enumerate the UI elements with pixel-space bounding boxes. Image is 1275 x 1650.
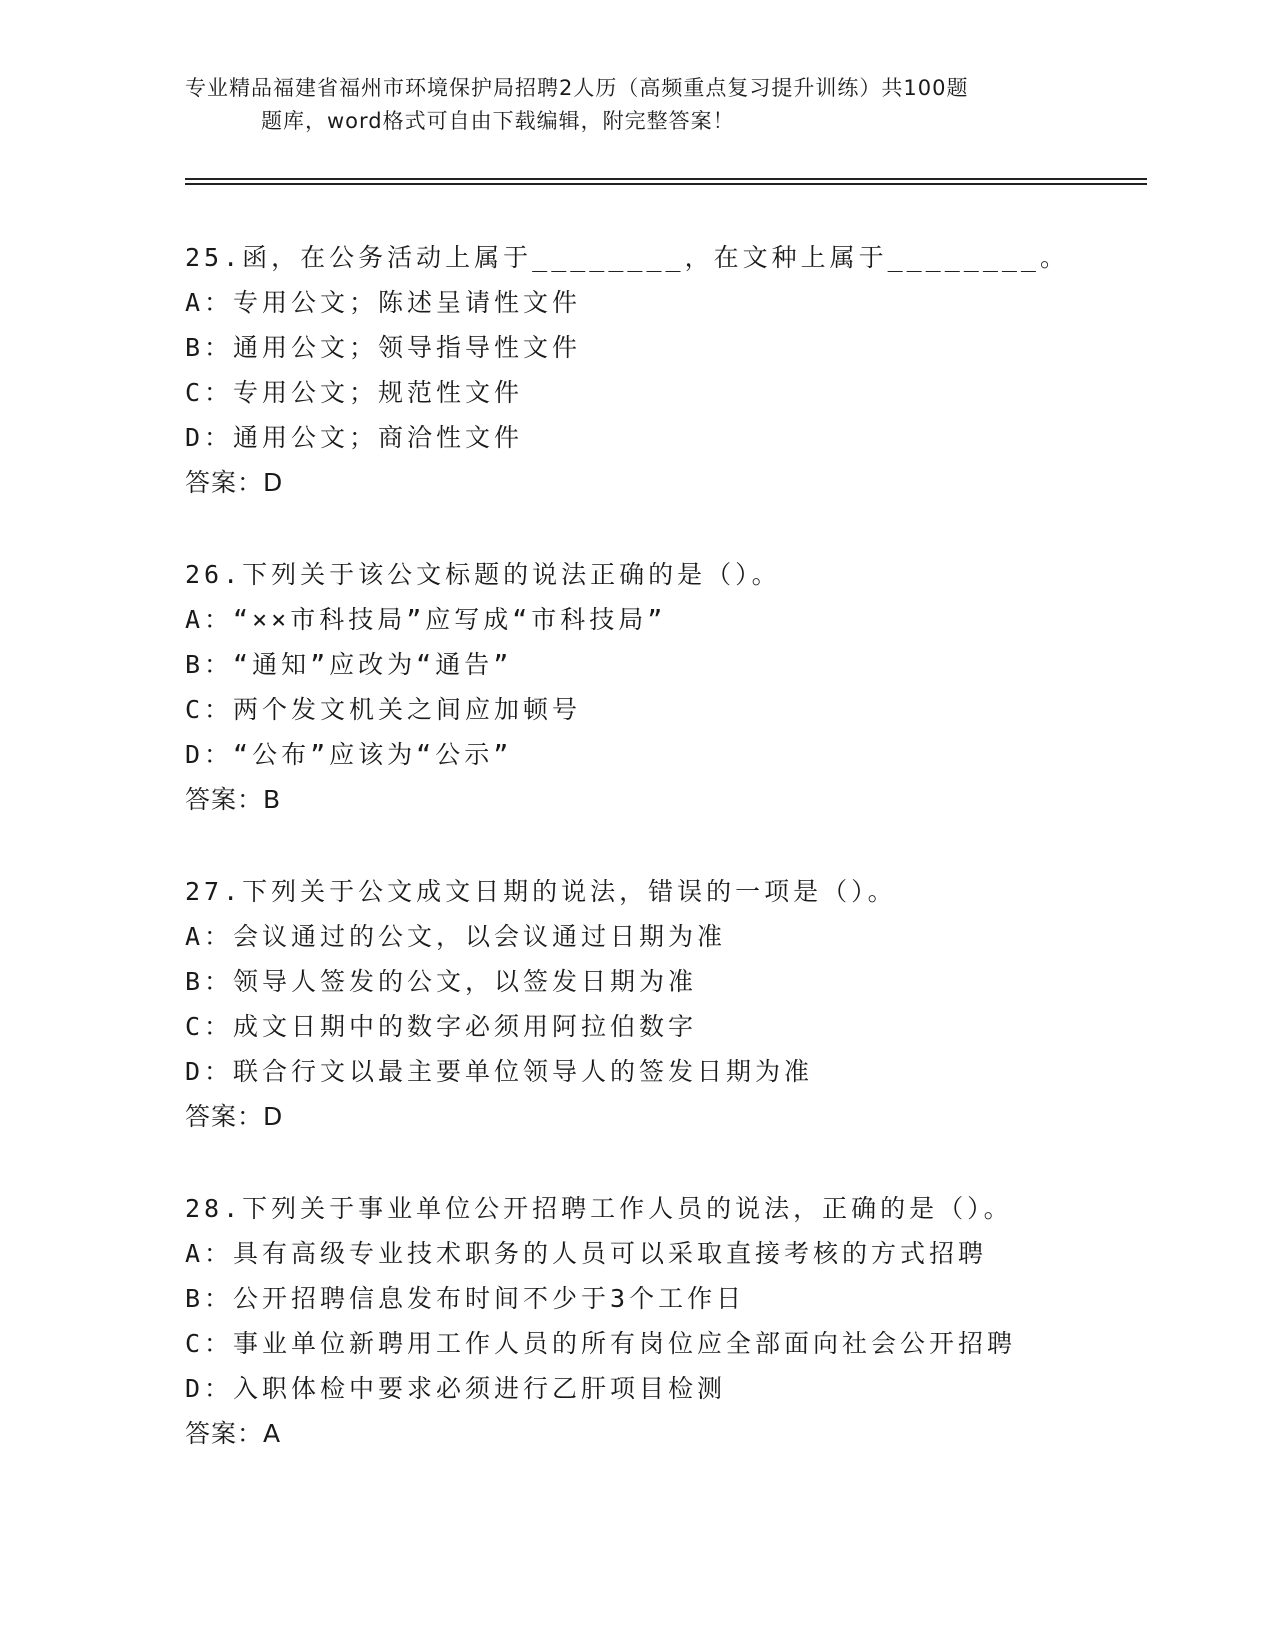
question-stem: 27.下列关于公文成文日期的说法，错误的一项是（）。	[185, 877, 897, 906]
answer: 答案：B	[185, 785, 282, 814]
option-a: A：会议通过的公文，以会议通过日期为准	[185, 922, 727, 951]
option-b: B：公开招聘信息发布时间不少于3个工作日	[185, 1284, 746, 1313]
option-c: C：成文日期中的数字必须用阿拉伯数字	[185, 1012, 698, 1041]
option-d: D：联合行文以最主要单位领导人的签发日期为准	[185, 1057, 814, 1086]
answer: 答案：D	[185, 1102, 284, 1131]
option-a: A：“××市科技局”应写成“市科技局”	[185, 605, 667, 634]
option-a: A：具有高级专业技术职务的人员可以采取直接考核的方式招聘	[185, 1239, 988, 1268]
answer: 答案：D	[185, 468, 284, 497]
option-c: C：专用公文；规范性文件	[185, 378, 524, 407]
question-stem: 28.下列关于事业单位公开招聘工作人员的说法，正确的是（）。	[185, 1194, 1013, 1223]
header-line-2: 题库，word格式可自由下载编辑，附完整答案！	[261, 109, 735, 133]
document-header	[185, 72, 1085, 138]
option-b: B：通用公文；领导指导性文件	[185, 333, 582, 362]
option-b: B：领导人签发的公文，以签发日期为准	[185, 967, 698, 996]
header-rule-top	[185, 178, 1147, 180]
option-a: A：专用公文；陈述呈请性文件	[185, 288, 582, 317]
option-d: D：“公布”应该为“公示”	[185, 740, 513, 769]
header-line-1: 专业精品福建省福州市环境保护局招聘2人历（高频重点复习提升训练）共100题	[185, 76, 969, 100]
question-stem: 25.函，在公务活动上属于________，在文种上属于________。	[185, 243, 1069, 272]
option-b: B：“通知”应改为“通告”	[185, 650, 513, 679]
question-27	[185, 869, 1185, 1139]
option-c: C：事业单位新聘用工作人员的所有岗位应全部面向社会公开招聘	[185, 1329, 1017, 1358]
question-25	[185, 235, 1185, 505]
question-26	[185, 552, 1185, 822]
answer: 答案：A	[185, 1419, 282, 1448]
option-d: D：入职体检中要求必须进行乙肝项目检测	[185, 1374, 727, 1403]
question-28	[185, 1186, 1185, 1456]
header-rule-bottom	[185, 183, 1147, 185]
question-stem: 26.下列关于该公文标题的说法正确的是（）。	[185, 560, 781, 589]
option-c: C：两个发文机关之间应加顿号	[185, 695, 582, 724]
option-d: D：通用公文；商洽性文件	[185, 423, 524, 452]
